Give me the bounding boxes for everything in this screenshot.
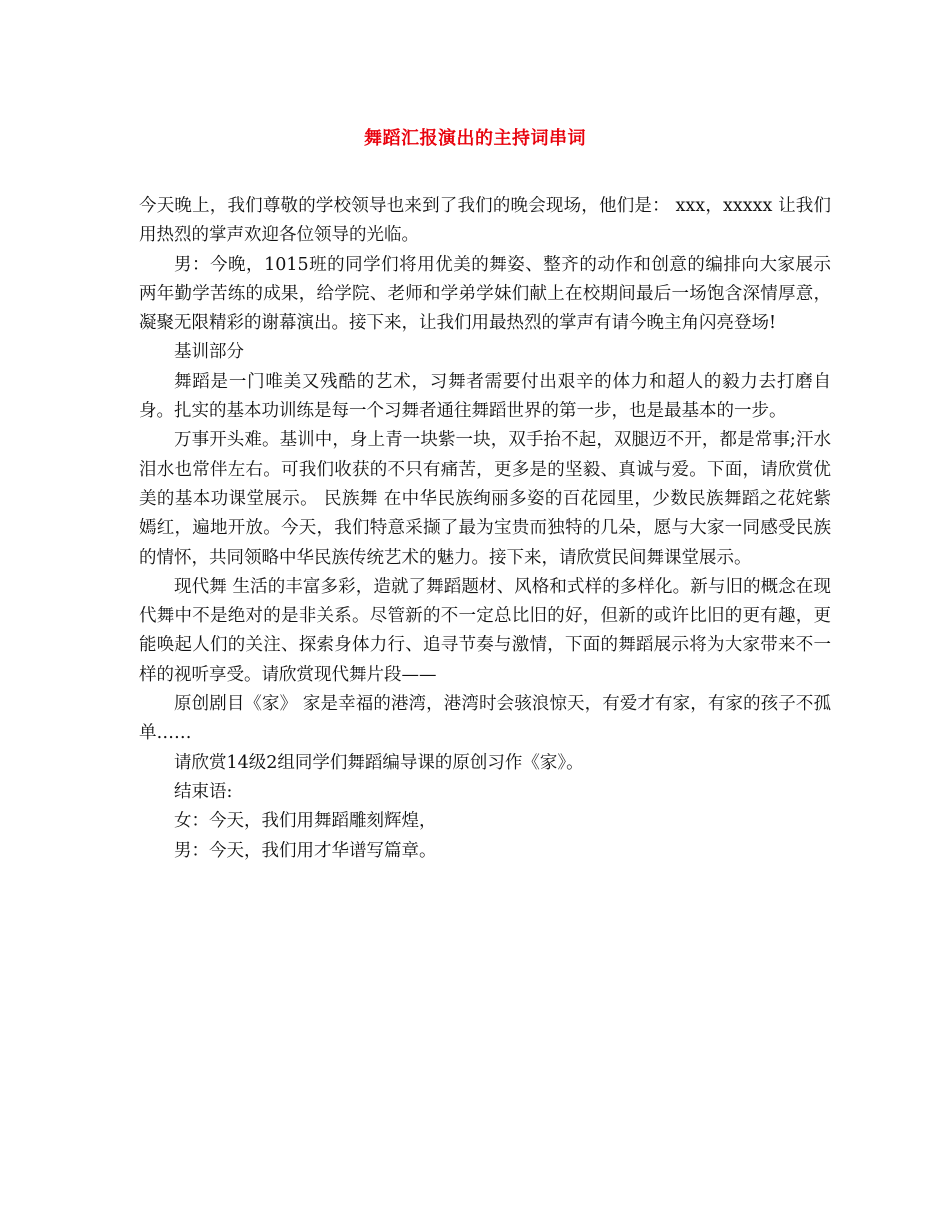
paragraph-training-folk-dance: 万事开头难。基训中，身上青一块紫一块，双手抬不起，双腿迈不开，都是常事;汗水泪水也常伴左右。可我们收获的不只有痛苦，更多是的坚毅、真诚与爱。下面，请欣赏优美的基本功课堂展示。 民族舞 在中华民族绚丽多姿的百花园里，少数民族舞蹈之花姹紫嫣红，遍地开放。今天，我们特意采撷了最为宝贵而独特的几朵，愿与大家一同感受民族的情怀，共同领略中华民族传统艺术的魅力。接下来，请欣赏民间舞课堂展示。 — [139, 430, 831, 568]
paragraph-male-intro: 男：今晚，1015班的同学们将用优美的舞姿、整齐的动作和创意的编排向大家展示两年勤学苦练的成果，给学院、老师和学弟学妹们献上在校期间最后一场饱含深情厚意，凝聚无限精彩的谢幕演出。接下来，让我们用最热烈的掌声有请今晚主角闪亮登场! — [139, 254, 831, 334]
paragraph-dance-art: 舞蹈是一门唯美又残酷的艺术，习舞者需要付出艰辛的体力和超人的毅力去打磨自身。扎实的基本功训练是每一个习舞者通往舞蹈世界的第一步，也是最基本的一步。 — [139, 371, 831, 422]
section-heading-closing: 结束语: — [174, 781, 233, 802]
paragraph-male-closing: 男：今天，我们用才华谱写篇章。 — [174, 840, 437, 861]
document-body — [139, 192, 831, 866]
section-heading-basic-training: 基训部分 — [174, 342, 244, 363]
paragraph-modern-dance: 现代舞 生活的丰富多彩，造就了舞蹈题材、风格和式样的多样化。新与旧的概念在现代舞中不是绝对的是非关系。尽管新的不一定总比旧的好，但新的或许比旧的更有趣，更能唤起人们的关注、探索身体力行、追寻节奏与激情，下面的舞蹈展示将为大家带来不一样的视听享受。请欣赏现代舞片段—— — [139, 576, 831, 685]
paragraph-invite-original-work: 请欣赏14级2组同学们舞蹈编导课的原创习作《家》。 — [174, 752, 584, 773]
paragraph-female-closing: 女：今天，我们用舞蹈雕刻辉煌， — [174, 811, 437, 832]
paragraph-welcome-leaders: 今天晚上，我们尊敬的学校领导也来到了我们的晚会现场，他们是： xxx，xxxxx 让我们用热烈的掌声欢迎各位领导的光临。 — [139, 196, 831, 246]
paragraph-original-work-home: 原创剧目《家》 家是幸福的港湾，港湾时会骇浪惊天，有爱才有家，有家的孩子不孤单…… — [139, 694, 831, 744]
document-title: 舞蹈汇报演出的主持词串词 — [364, 128, 586, 149]
